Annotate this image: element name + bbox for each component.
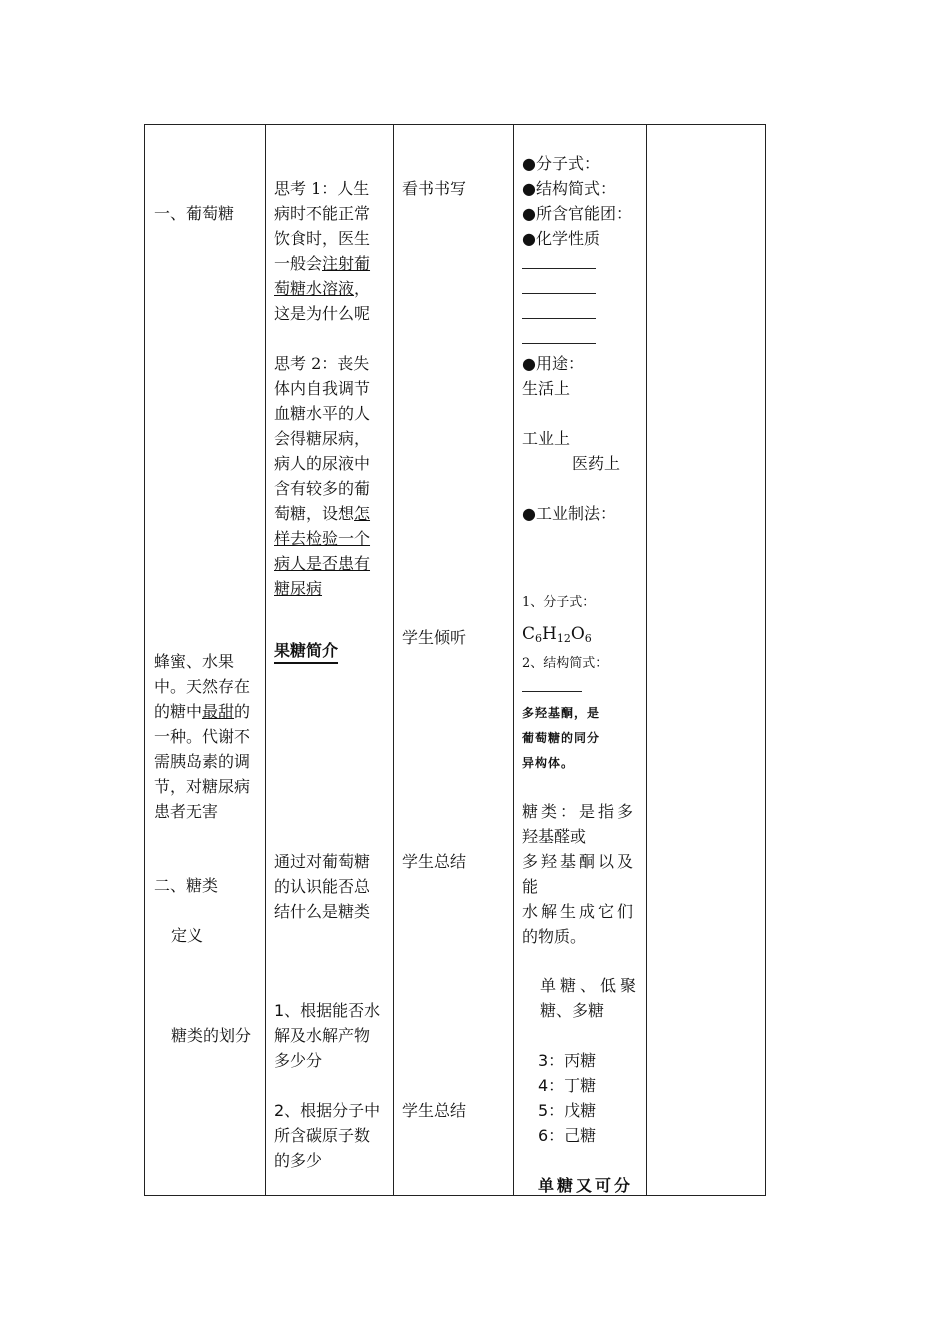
definition-label: 定义 [171,926,204,945]
answer-blank[interactable] [522,293,596,294]
use-industry: 工业上 [522,429,571,448]
classification-label: 糖类的划分 [171,1026,252,1045]
heading-glucose: 一、葡萄糖 [154,204,235,223]
student-activity-summary-2: 学生总结 [402,1101,467,1120]
answer-blank[interactable] [522,318,596,319]
fructose-title: 果糖简介 [274,641,339,660]
column-divider [513,125,514,1195]
monosaccharide-subtext: 单糖又可分 [538,1176,634,1195]
industrial-method-label: ●工业制法： [522,504,616,523]
column-divider [393,125,394,1195]
student-activity-summary: 学生总结 [402,852,467,871]
molecular-formula-label: 1、分子式： [522,595,596,610]
student-activity-read: 看书书写 [402,179,467,198]
column-divider [646,125,647,1195]
answer-blank[interactable] [522,343,596,344]
column-divider [265,125,266,1195]
heading-saccharides: 二、糖类 [154,876,219,895]
molecular-formula: $C_6H_{12}O_6$ [522,624,592,645]
use-label: ●用途： [522,354,584,373]
structural-formula-label: 2、结构简式： [522,656,609,671]
answer-blank[interactable] [522,691,582,692]
student-activity-listen: 学生倾听 [402,628,467,647]
answer-blank[interactable] [522,268,596,269]
use-medicine: 医药上 [572,454,621,473]
use-life: 生活上 [522,379,571,398]
